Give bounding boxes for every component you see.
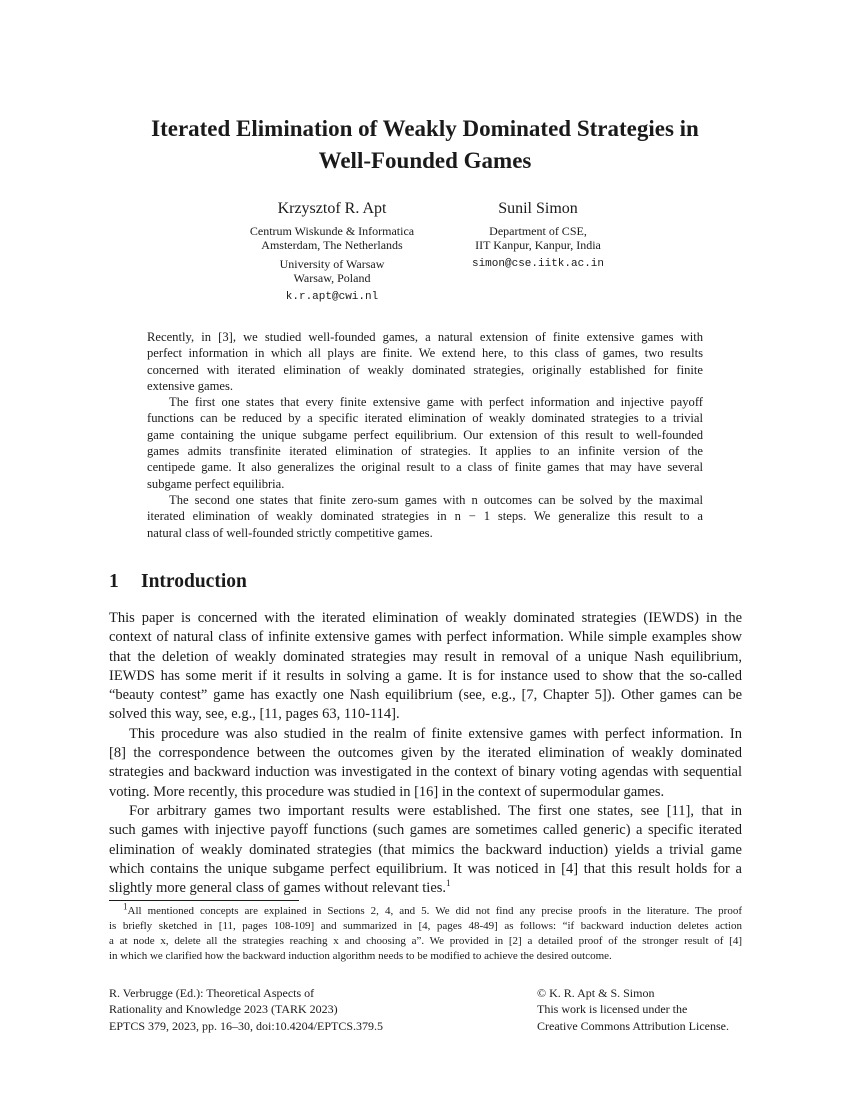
author-simon [438, 200, 638, 271]
text-line: The first one states that every finite extensive game with perfect information and injective payoff [169, 395, 703, 410]
footer-license [537, 985, 729, 1034]
title-line-2: Well-Founded Games [318, 148, 532, 173]
footer-line: Rationality and Knowledge 2023 (TARK 2023) [109, 1002, 338, 1017]
text-line: subgame perfect equilibria. [147, 476, 285, 491]
footnote [109, 901, 742, 964]
text-line: This paper is concerned with the iterated elimination of weakly dominated strategies (IEWDS) in the [109, 610, 742, 626]
text-line: extensive games. [147, 378, 234, 393]
author-email[interactable]: simon@cse.iitk.ac.in [471, 258, 605, 270]
text-line: This procedure was also studied in the realm of finite extensive games with perfect information. In [129, 725, 742, 742]
paper-title [0, 113, 850, 177]
footnote-line: is briefly sketched in [11, pages 108-109] and summarized in [4, pages 48-49] as follows: “if backward induction deletes action [109, 920, 742, 932]
text-line: solved this way, see, e.g., [11, pages 63, 110-114]. [109, 706, 400, 723]
footer-line: EPTCS 379, 2023, pp. 16–30, doi:10.4204/EPTCS.379.5 [109, 1018, 384, 1033]
footnote-number: 1 [123, 901, 128, 912]
text-line: elimination of weakly dominated strategies (that mimics the backward induction) yields a trivial game [109, 841, 742, 858]
author-name: Krzysztof R. Apt [277, 200, 387, 217]
text-line: context of natural class of infinite extensive games with perfect information. While simple examples show [109, 629, 742, 646]
footer-citation [109, 985, 383, 1034]
affiliation-line: Centrum Wiskunde & Informatica [249, 224, 415, 238]
footnote-line: in which we clarified how the backward induction algorithm needs to be modified to achieve the desired outcome. [109, 950, 612, 962]
affiliation-line: Department of CSE, [489, 224, 587, 238]
section-heading [109, 569, 247, 595]
footer-line[interactable]: Creative Commons Attribution License. [537, 1018, 729, 1033]
body-text [109, 609, 742, 898]
text-line: such games with injective payoff functions (such games are sometimes called generic) a specific iterated [109, 822, 742, 839]
footer-line: © K. R. Apt & S. Simon [537, 986, 655, 1000]
footnote-rule [109, 900, 299, 901]
text-line: “beauty contest” game has exactly one Nash equilibrium (see, e.g., [7, Chapter 5]). Other games can be [109, 687, 742, 704]
text-line: which contains the unique subgame perfect equilibrium. It was noticed in [4] that this result holds for a [109, 860, 742, 877]
footnote-line: $^1$All mentioned concepts are explained in Sections 2, 4, and 5. We did not find any precise proofs in the literature. The proof [123, 901, 742, 917]
author-apt [232, 200, 432, 304]
text-line: perfect information in which all plays are finite. We extend here, to this class of games, two results [147, 346, 703, 361]
footer-line: R. Verbrugge (Ed.): Theoretical Aspects of [109, 986, 315, 1000]
title-line-1: Iterated Elimination of Weakly Dominated Strategies in [151, 116, 699, 141]
text-line: [8] the correspondence between the outcomes given by the iterated elimination of weakly dominated [109, 745, 742, 762]
footnote-marker[interactable]: 1 [446, 878, 451, 889]
footnote-line: a at node x, delete all the strategies reaching x and choosing a”. We provided in [2] a detailed proof of the stronger result of [4] [109, 935, 742, 947]
author-affiliation [232, 257, 432, 285]
text-line: For arbitrary games two important results were established. The first one states, see [11], that in [129, 802, 742, 819]
text-line: games admits transfinite iterated elimination of strategies. It applies to an infinite version of the [147, 444, 703, 459]
author-affiliation [232, 224, 432, 252]
text-line: slightly more general class of games without relevant ties.$^1$ [109, 878, 451, 897]
affiliation-line: Amsterdam, The Netherlands [261, 238, 403, 252]
affiliation-line: IIT Kanpur, Kanpur, India [475, 238, 601, 252]
abstract [147, 329, 703, 541]
text-line: Recently, in [3], we studied well-founded games, a natural extension of finite extensive games with [147, 330, 703, 344]
text-line: voting. More recently, this procedure was studied in [16] in the context of supermodular games. [109, 783, 665, 800]
text-line: functions can be reduced by a specific iterated elimination of weakly dominated strategies to a trivial [147, 411, 703, 426]
text-line: game containing the unique subgame perfect equilibrium. Our extension of this result to well-founded [147, 427, 703, 442]
affiliation-line: Warsaw, Poland [293, 271, 371, 285]
text-line: that the deletion of weakly dominated strategies may result in removal of a unique Nash equilibrium, [109, 648, 742, 665]
section-title: Introduction [141, 571, 247, 592]
author-email[interactable]: k.r.apt@cwi.nl [285, 291, 379, 303]
author-affiliation [438, 224, 638, 252]
text-line: iterated elimination of weakly dominated strategies in n − 1 steps. We generalize this result to a [147, 509, 703, 524]
section-number: 1 [109, 571, 119, 592]
text-line: IEWDS has some merit if it results in solving a game. It is for instance used to show that the so-called [109, 667, 742, 684]
text-line: The second one states that finite zero-sum games with n outcomes can be solved by the maximal [169, 492, 703, 507]
text-line: natural class of well-founded strictly competitive games. [147, 525, 433, 540]
affiliation-line: University of Warsaw [279, 257, 385, 271]
text-line: centipede game. It also generalizes the original result to a class of finite games that may have several [147, 460, 703, 475]
text-line: concerned with iterated elimination of weakly dominated strategies, originally established for finite [147, 362, 703, 377]
author-name: Sunil Simon [498, 200, 578, 217]
footer-line[interactable]: This work is licensed under the [537, 1002, 688, 1017]
text-line: strategies and backward induction was investigated in the context of binary voting agendas with sequential [109, 764, 742, 781]
